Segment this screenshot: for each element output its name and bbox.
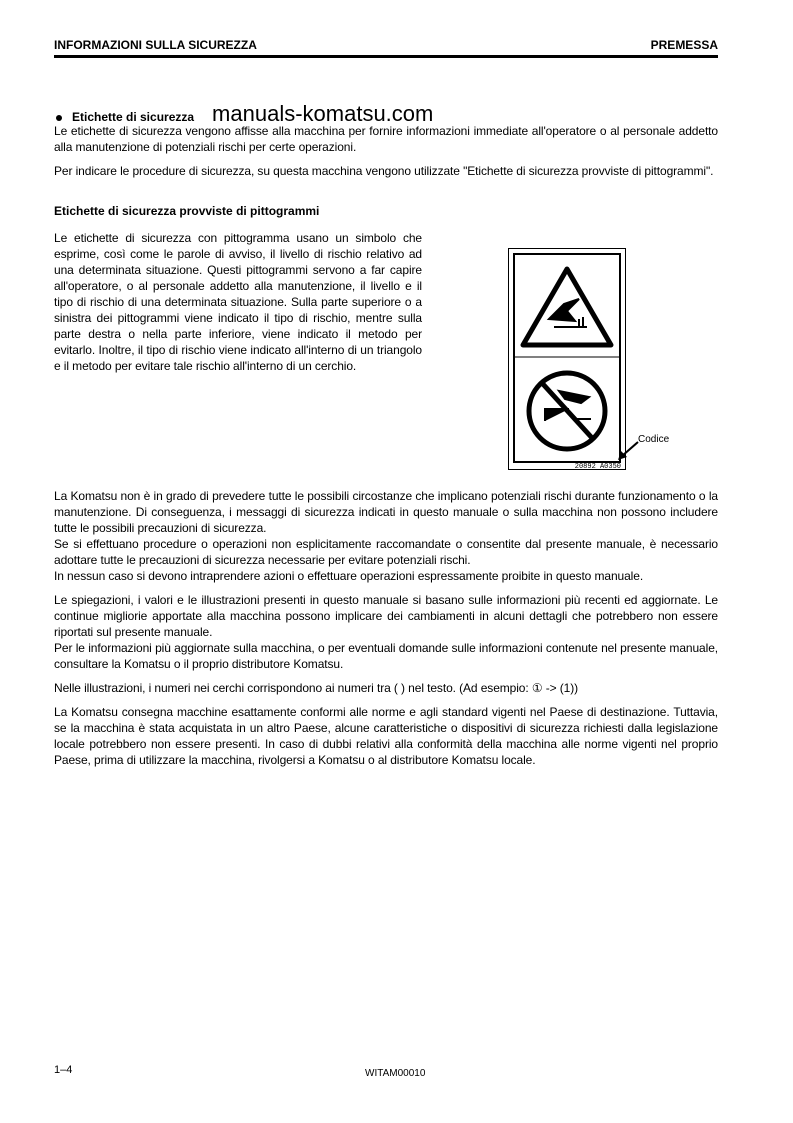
paragraph: Per le informazioni più aggiornate sulla macchina, o per eventuali domande sulle informazioni contenute nel presente manuale, consultare la Komatsu o il proprio distributore Komatsu.	[54, 641, 718, 671]
paragraph: Nelle illustrazioni, i numeri nei cerchi corrispondono ai numeri tra ( ) nel testo. (Ad esempio: ① -> (1))	[54, 681, 579, 695]
safety-label-figure	[508, 248, 626, 470]
header-rule	[54, 55, 718, 58]
code-label: Codice	[638, 434, 670, 445]
paragraph: La Komatsu consegna macchine esattamente conformi alle norme e agli standard vigenti nel Paese di destinazione. Tuttavia, se la macchina è stata acquistata in un altro Paese, alcune caratteristiche o dispositivi di sicurezza richiesti dalla legislazione locale potrebbero non essere presenti. In caso di dubbi relativi alla conformità della macchina alle norme vigenti nel proprio Paese, prima di utilizzare la macchina, rivolgersi a Komatsu o al distributore Komatsu locale.	[54, 705, 718, 767]
pictogram-illustration	[509, 249, 625, 469]
paragraph: Le etichette di sicurezza con pittogramma usano un simbolo che esprime, così come le parole di avviso, il livello di rischio relativo ad una determinata situazione. Questi pittogrammi servono a far capire all'operatore, o al personale addetto alla manutenzione, il livello e il tipo di rischio di una determinata situazione. Sulla parte superiore o a sinistra dei pittogrammi viene indicato il tipo di rischio, mentre sulla parte destra o nella parte inferiore, viene indicato il metodo per evitarlo. Inoltre, il tipo di rischio viene indicato all'interno di un triangolo e il metodo per evitare tale rischio all'interno di un cerchio.	[54, 231, 422, 373]
section-title: Etichette di sicurezza	[72, 110, 195, 124]
header-chapter: PREMESSA	[650, 38, 718, 52]
arrow-icon	[616, 440, 640, 462]
warning-triangle-icon	[523, 269, 611, 345]
paragraph: La Komatsu non è in grado di prevedere tutte le possibili circostanze che implicano potenziali rischi durante funzionamento o la manutenzione. Di conseguenza, i messaggi di sicurezza indicati in questo manuale o sulla macchina non possono includere tutte le possibili precauzioni di sicurezza.	[54, 489, 718, 535]
subsection-title: Etichette di sicurezza provviste di pittogrammi	[54, 204, 320, 218]
paragraph: Le etichette di sicurezza vengono affisse alla macchina per fornire informazioni immediate all'operatore o al personale addetto alla manutenzione di potenziali rischi per certe operazioni.	[54, 124, 718, 154]
paragraph: Le spiegazioni, i valori e le illustrazioni presenti in questo manuale si basano sulle informazioni più recenti ed aggiornate. Le continue migliorie apportate alla macchina possono implicare dei cambiamenti in alcuni dettagli che potrebbero non essere riportati sul presente manuale.	[54, 593, 718, 639]
document-code: WITAM00010	[365, 1068, 426, 1079]
paragraph: In nessun caso si devono intraprendere azioni o effettuare operazioni espressamente proibite in questo manuale.	[54, 569, 644, 583]
page-header	[54, 38, 718, 52]
bullet-icon	[56, 115, 62, 121]
watermark: manuals-komatsu.com	[212, 101, 434, 126]
header-section: INFORMAZIONI SULLA SICUREZZA	[54, 38, 257, 52]
svg-text:20892 A0350: 20892 A0350	[574, 463, 621, 469]
paragraph: Per indicare le procedure di sicurezza, su questa macchina vengono utilizzate "Etichette di sicurezza provviste di pittogrammi".	[54, 164, 714, 178]
page-number: 1–4	[54, 1064, 73, 1076]
paragraph: Se si effettuano procedure o operazioni non esplicitamente raccomandate o consentite dal presente manuale, è necessario adottare tutte le precauzioni di sicurezza necessarie per evitare potenziali rischi.	[54, 537, 718, 567]
prohibition-circle-icon	[529, 373, 605, 449]
